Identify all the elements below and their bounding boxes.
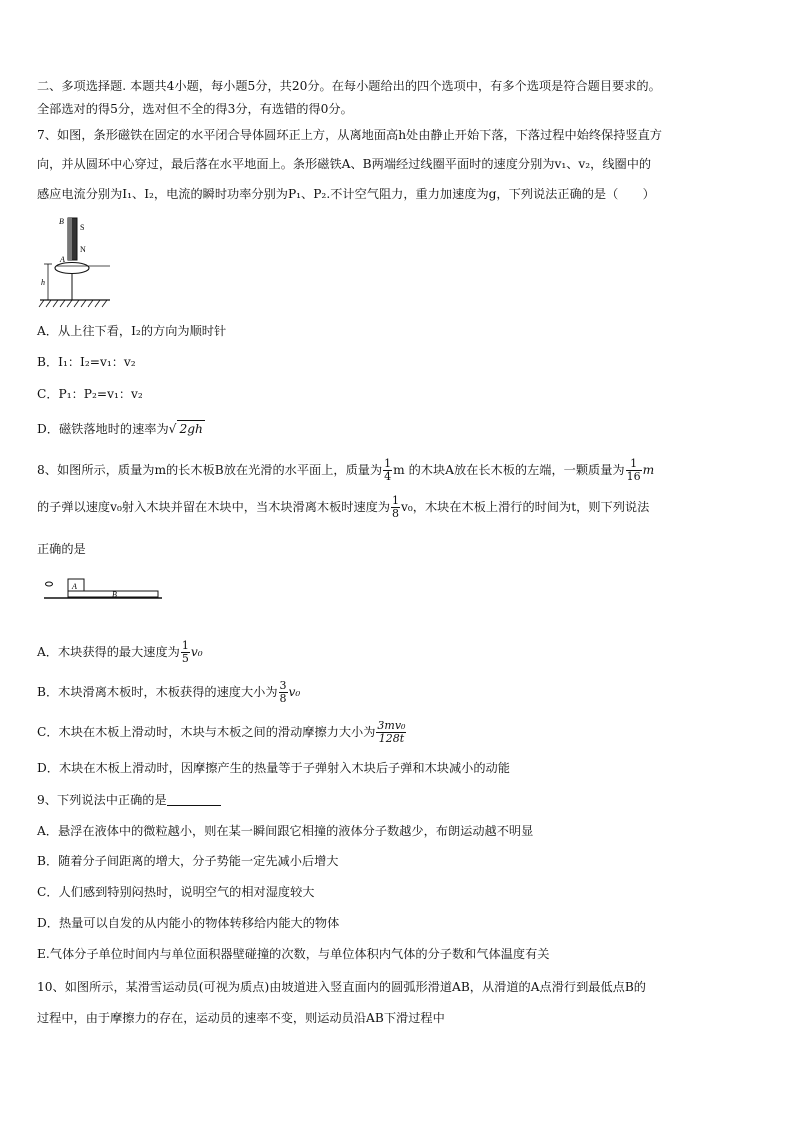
- q7-fig-label-n: N: [80, 245, 86, 254]
- q8-option-a: [37, 640, 203, 665]
- q10-stem-line-1: 10、如图所示，某滑雪运动员(可视为质点)由坡道进入竖直面内的圆弧形滑道AB，从滑道的A点滑行到最低点B的: [37, 980, 646, 994]
- q8-frac-quarter: $\frac{1}{4}$: [384, 457, 392, 483]
- q7-fig-label-s: S: [80, 223, 85, 232]
- q9-option-c: C．人们感到特别闷热时，说明空气的相对湿度较大: [37, 885, 315, 899]
- q8-option-d: D．木块在木板上滑动时，因摩擦产生的热量等于子弹射入木块后子弹和木块减小的动能: [37, 761, 510, 775]
- q8-stem-2b: v₀，木块在木板上滑行的时间为t，则下列说法: [401, 500, 650, 514]
- q9-option-b: B．随着分子间距离的增大，分子势能一定先减小后增大: [37, 854, 339, 868]
- q8-frac-eighth: $\frac{1}{8}$: [392, 494, 400, 520]
- q7-option-a: A．从上往下看，I₂的方向为顺时针: [37, 324, 227, 338]
- q7-option-d-root: 2gh: [179, 422, 203, 436]
- section-heading-line-2: 全部选对的得5分，选对但不全的得3分，有选错的得0分。: [37, 102, 353, 116]
- q10-stem-line-2: 过程中，由于摩擦力的存在，运动员的速率不变，则运动员沿AB下滑过程中: [37, 1011, 445, 1025]
- q8-option-b-frac: $\frac{3}{8}$: [279, 679, 287, 705]
- q7-stem-line-3: 感应电流分别为I₁、I₂，电流的瞬时功率分别为P₁、P₂.不计空气阻力，重力加速度为g，下列说法正确的是（ ）: [37, 187, 655, 201]
- q7-option-b: B．I₁：I₂=v₁：v₂: [37, 355, 136, 369]
- q8-frac-sixteenth: $\frac{1}{16}$: [626, 457, 641, 483]
- section-heading-line-1: 二、多项选择题. 本题共4小题，每小题5分，共20分。在每小题给出的四个选项中，有多个选项是符合题目要求的。: [37, 79, 661, 93]
- q8-option-b: [37, 680, 300, 705]
- q7-fig-label-h: h: [41, 278, 45, 287]
- q9-option-a: A．悬浮在液体中的微粒越小，则在某一瞬间跟它相撞的液体分子数越少，布朗运动越不明显: [37, 824, 534, 838]
- q7-option-d: D．磁铁落地时的速率为√ 2gh: [37, 422, 203, 436]
- q7-fig-label-b: B: [59, 217, 64, 226]
- q8-stem-2a: 的子弹以速度v₀射入木块并留在木块中，当木块滑离木板时速度为: [37, 500, 391, 514]
- q9-stem: [37, 792, 221, 808]
- q8-option-b-text: B．木块滑离木板时，木板获得的速度大小为: [37, 685, 278, 699]
- q8-option-a-text: A．木块获得的最大速度为: [37, 645, 180, 659]
- q9-stem-text: 9、下列说法中正确的是: [37, 793, 167, 807]
- q9-option-e: E.气体分子单位时间内与单位面积器壁碰撞的次数，与单位体积内气体的分子数和气体温度有关: [37, 947, 550, 961]
- q7-stem-line-2: 向，并从圆环中心穿过，最后落在水平地面上。条形磁铁A、B两端经过线圈平面时的速度分别为v₁、v₂，线圈中的: [37, 157, 652, 171]
- q7-magnet-ring-figure: [38, 212, 110, 312]
- q9-option-d: D．热量可以自发的从内能小的物体转移给内能大的物体: [37, 916, 340, 930]
- q8-option-a-frac: $\frac{1}{5}$: [181, 639, 189, 665]
- q7-option-c: C．P₁：P₂=v₁：v₂: [37, 387, 143, 401]
- q8-stem-1a: 8、如图所示，质量为m的长木板B放在光滑的水平面上，质量为: [37, 463, 383, 477]
- q8-stem-line-3: 正确的是: [37, 542, 86, 556]
- q9-answer-blank: [167, 793, 221, 806]
- q8-fig-label-b: B: [112, 590, 117, 599]
- q7-option-d-text: D．磁铁落地时的速率为: [37, 422, 169, 436]
- q8-option-b-unit: v₀: [288, 685, 301, 699]
- q8-stem-line-1: [37, 458, 654, 483]
- q8-option-c-text: C．木块在木板上滑动时，木块与木板之间的滑动摩擦力大小为: [37, 725, 376, 739]
- q8-block-board-figure: [42, 573, 162, 605]
- q8-stem-line-2: [37, 495, 649, 520]
- q7-stem-line-1: 7、如图，条形磁铁在固定的水平闭合导体圆环正上方，从离地面高h处由静止开始下落，下落过程中始终保持竖直方: [37, 128, 662, 142]
- q7-fig-label-a: A: [60, 255, 65, 264]
- q8-option-a-unit: v₀: [190, 645, 203, 659]
- q8-option-c: [37, 720, 407, 745]
- q8-stem-1c: m: [642, 463, 655, 477]
- q8-fig-label-a: A: [72, 582, 77, 591]
- q8-option-c-frac: $\frac{\text{3mv₀}}{128t}$: [377, 719, 406, 745]
- q8-stem-1b: m 的木块A放在长木板的左端，一颗质量为: [393, 463, 625, 477]
